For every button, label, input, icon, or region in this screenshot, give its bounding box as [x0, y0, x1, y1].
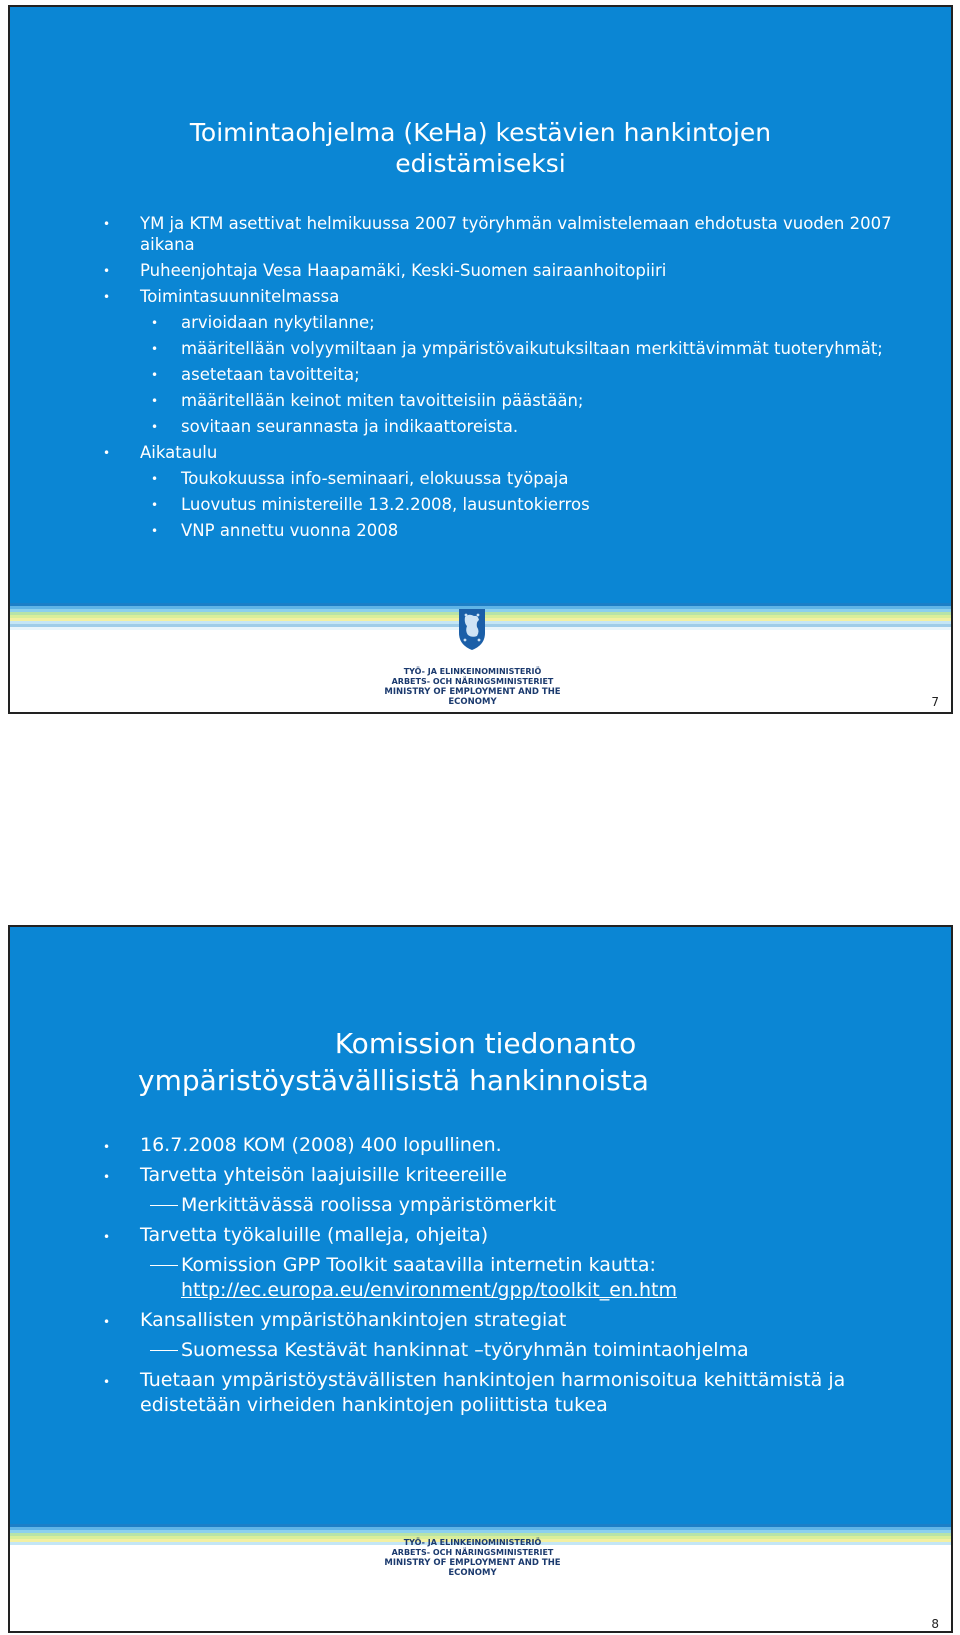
- page-number: 7: [931, 695, 939, 709]
- title-line-2: edistämiseksi: [395, 149, 566, 178]
- bullet-list: [10, 1133, 951, 1423]
- ministry-name-sv: ARBETS- OCH NÄRINGSMINISTERIET: [391, 1548, 554, 1557]
- ministry-name-fi: TYÖ- JA ELINKEINOMINISTERIÖ: [403, 1538, 542, 1547]
- sub-bullet-text: Komission GPP Toolkit saatavilla internetin kautta:: [181, 1254, 656, 1276]
- sub-bullet-item: • Toukokuussa info-seminaari, elokuussa työpaja: [10, 468, 951, 489]
- bullet-item: • YM ja KTM asettivat helmikuussa 2007 työryhmän valmistelemaan ehdotusta vuoden 2007 aikana: [10, 213, 951, 255]
- slide-body: [10, 927, 951, 1524]
- ministry-name-en: MINISTRY OF EMPLOYMENT AND THE ECONOMY: [384, 1558, 561, 1578]
- ministry-name-en: MINISTRY OF EMPLOYMENT AND THE ECONOMY: [384, 687, 561, 707]
- sub-bullet-item: Suomessa Kestävät hankinnat –työryhmän toimintaohjelma: [10, 1338, 951, 1363]
- slide-8: [8, 925, 953, 1633]
- title-line-1: Komission tiedonanto: [334, 1027, 637, 1060]
- finnish-lion-emblem-icon: [456, 607, 488, 651]
- ministry-logo-text: [370, 667, 575, 707]
- page-number: 8: [931, 1617, 939, 1631]
- sub-bullet-item: • VNP annettu vuonna 2008: [10, 520, 951, 541]
- bullet-item: • Puheenjohtaja Vesa Haapamäki, Keski-Suomen sairaanhoitopiiri: [10, 260, 951, 281]
- title-line-1: Toimintaohjelma (KeHa) kestävien hankintojen: [189, 118, 772, 147]
- bullet-item: • Tarvetta yhteisön laajuisille kriteereille: [10, 1163, 951, 1188]
- bullet-item: • Aikataulu: [10, 442, 951, 463]
- bullet-item: • 16.7.2008 KOM (2008) 400 lopullinen.: [10, 1133, 951, 1158]
- sub-bullet-item: Merkittävässä roolissa ympäristömerkit: [10, 1193, 951, 1218]
- sub-bullet-item: [10, 1253, 951, 1303]
- bullet-item: • Toimintasuunnitelmassa: [10, 286, 951, 307]
- sub-bullet-item: • Luovutus ministereille 13.2.2008, lausuntokierros: [10, 494, 951, 515]
- toolkit-link[interactable]: http://ec.europa.eu/environment/gpp/toolkit_en.htm: [181, 1279, 677, 1301]
- ministry-name-sv: ARBETS- OCH NÄRINGSMINISTERIET: [391, 677, 554, 686]
- sub-bullet-item: • asetetaan tavoitteita;: [10, 364, 951, 385]
- sub-bullet-item: • arvioidaan nykytilanne;: [10, 312, 951, 333]
- slide-body: [10, 7, 951, 603]
- slide-title: [10, 1025, 951, 1099]
- sub-bullet-item: • sovitaan seurannasta ja indikaattoreista.: [10, 416, 951, 437]
- title-line-2: ympäristöystävällisistä hankinnoista: [138, 1064, 649, 1097]
- slide-title: [10, 117, 951, 179]
- ministry-logo-text: [370, 1538, 575, 1578]
- slide-7: [8, 5, 953, 714]
- bullet-item: • Tarvetta työkaluille (malleja, ohjeita): [10, 1223, 951, 1248]
- sub-bullet-item: • määritellään keinot miten tavoitteisiin päästään;: [10, 390, 951, 411]
- bullet-item: • Kansallisten ympäristöhankintojen strategiat: [10, 1308, 951, 1333]
- bullet-item: • Tuetaan ympäristöystävällisten hankintojen harmonisoitua kehittämistä ja edistetään virheiden hankintojen poliittista tukea: [10, 1368, 951, 1418]
- sub-bullet-item: • määritellään volyymiltaan ja ympäristövaikutuksiltaan merkittävimmät tuoteryhmät;: [10, 338, 951, 359]
- ministry-name-fi: TYÖ- JA ELINKEINOMINISTERIÖ: [403, 667, 542, 676]
- bullet-list: [10, 213, 951, 546]
